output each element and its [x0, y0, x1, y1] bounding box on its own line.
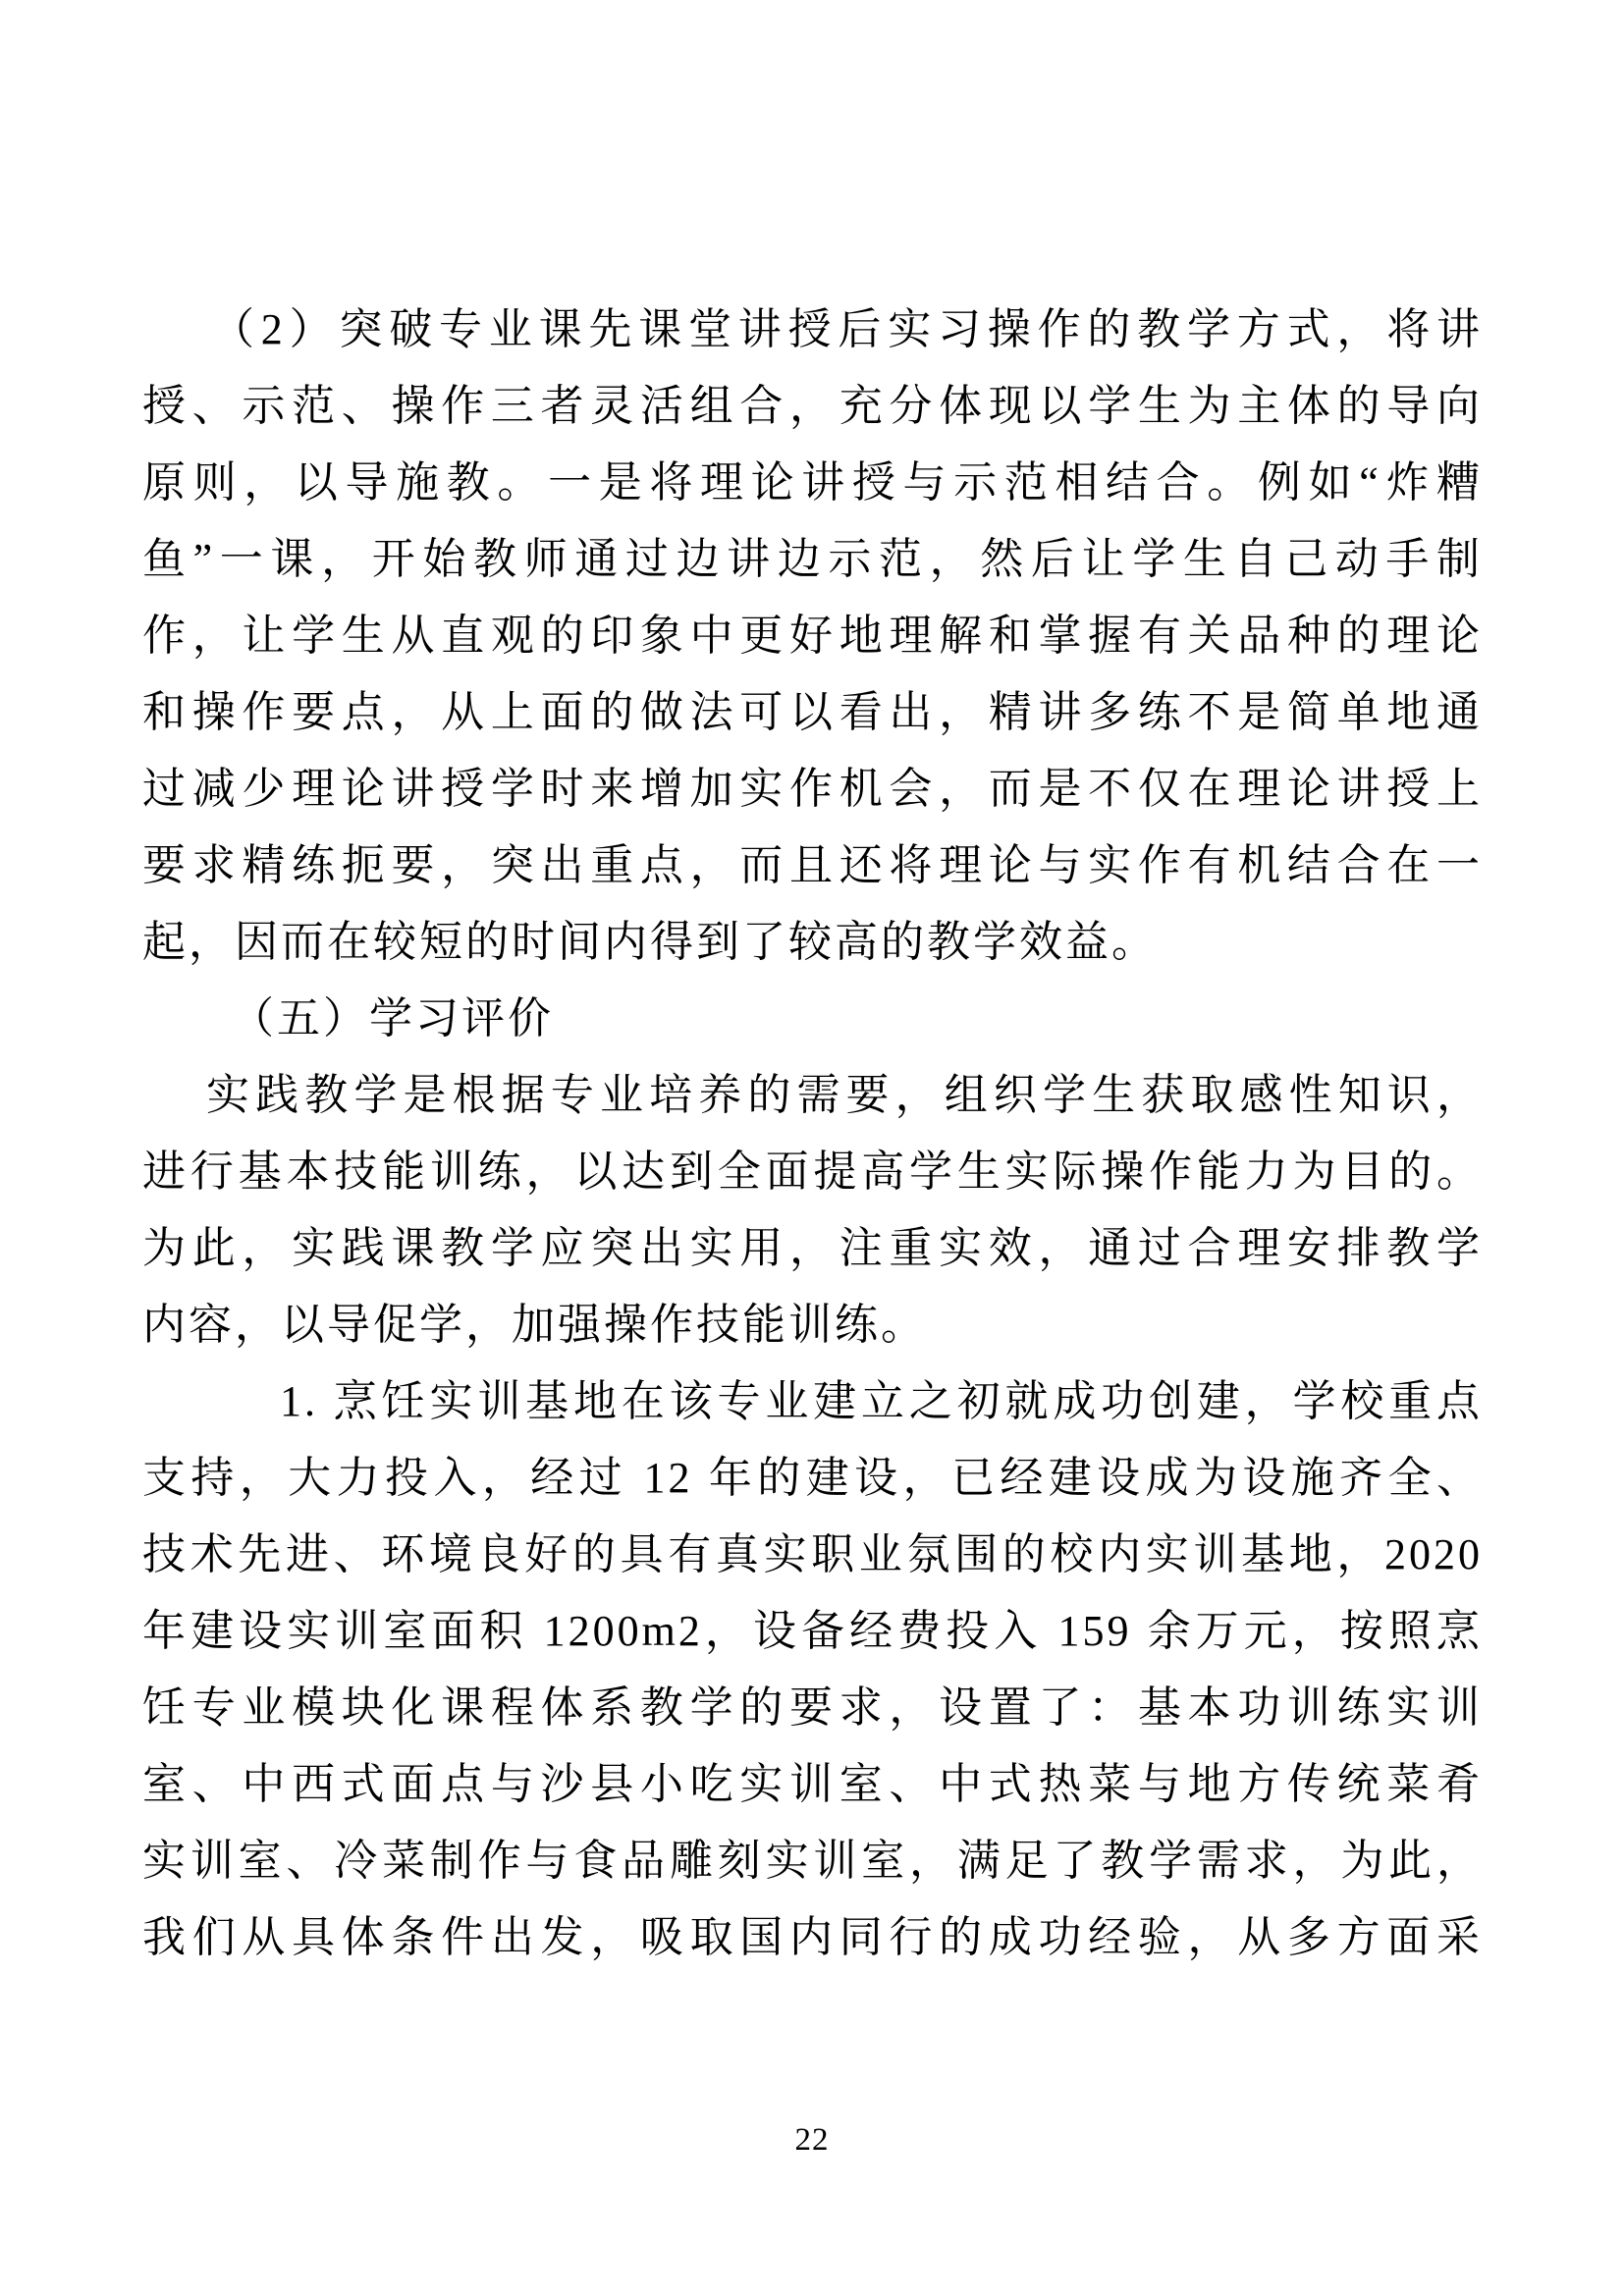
text-line: 为此，实践课教学应突出实用，注重实效，通过合理安排教学	[142, 1224, 1483, 1272]
text-line: 进行基本技能训练，以达到全面提高学生实际操作能力为目的。	[142, 1148, 1483, 1196]
text-line: （五）学习评价	[231, 994, 554, 1042]
text-line: 过减少理论讲授学时来增加实作机会，而是不仅在理论讲授上	[142, 765, 1483, 813]
text-line: 我们从具体条件出发，吸取国内同行的成功经验，从多方面采	[142, 1913, 1483, 1961]
text-line: 鱼”一课，开始教师通过边讲边示范，然后让学生自己动手制	[142, 535, 1483, 583]
text-line: 室、中西式面点与沙县小吃实训室、中式热菜与地方传统菜肴	[142, 1760, 1483, 1808]
text-line: 起，因而在较短的时间内得到了较高的教学效益。	[142, 918, 1158, 966]
text-line: 饪专业模块化课程体系教学的要求，设置了：基本功训练实训	[142, 1683, 1483, 1732]
text-line: 年建设实训室面积 1200m2，设备经费投入 159 余万元，按照烹	[142, 1607, 1483, 1655]
text-line: 作，让学生从直观的印象中更好地理解和掌握有关品种的理论	[142, 612, 1483, 660]
text-line: 内容，以导促学，加强操作技能训练。	[142, 1301, 927, 1349]
text-line: 1. 烹饪实训基地在该专业建立之初就成功创建，学校重点	[280, 1377, 1483, 1425]
text-line: 支持，大力投入，经过 12 年的建设，已经建设成为设施齐全、	[142, 1454, 1483, 1502]
page-number: 22	[794, 2122, 830, 2158]
text-line: 实训室、冷菜制作与食品雕刻实训室，满足了教学需求，为此，	[142, 1837, 1483, 1885]
text-line: 原则，以导施教。一是将理论讲授与示范相结合。例如“炸糟	[142, 458, 1483, 507]
text-line: 和操作要点，从上面的做法可以看出，精讲多练不是简单地通	[142, 688, 1483, 736]
text-line: 要求精练扼要，突出重点，而且还将理论与实作有机结合在一	[142, 841, 1483, 889]
text-line: 授、示范、操作三者灵活组合，充分体现以学生为主体的导向	[142, 382, 1483, 430]
page-body-text	[142, 292, 1483, 1976]
text-line: 实践教学是根据专业培养的需要，组织学生获取感性知识，	[206, 1071, 1483, 1119]
text-line: （2）突破专业课先课堂讲授后实习操作的教学方式，将讲	[211, 305, 1483, 353]
text-line: 技术先进、环境良好的具有真实职业氛围的校内实训基地，2020	[142, 1530, 1483, 1578]
